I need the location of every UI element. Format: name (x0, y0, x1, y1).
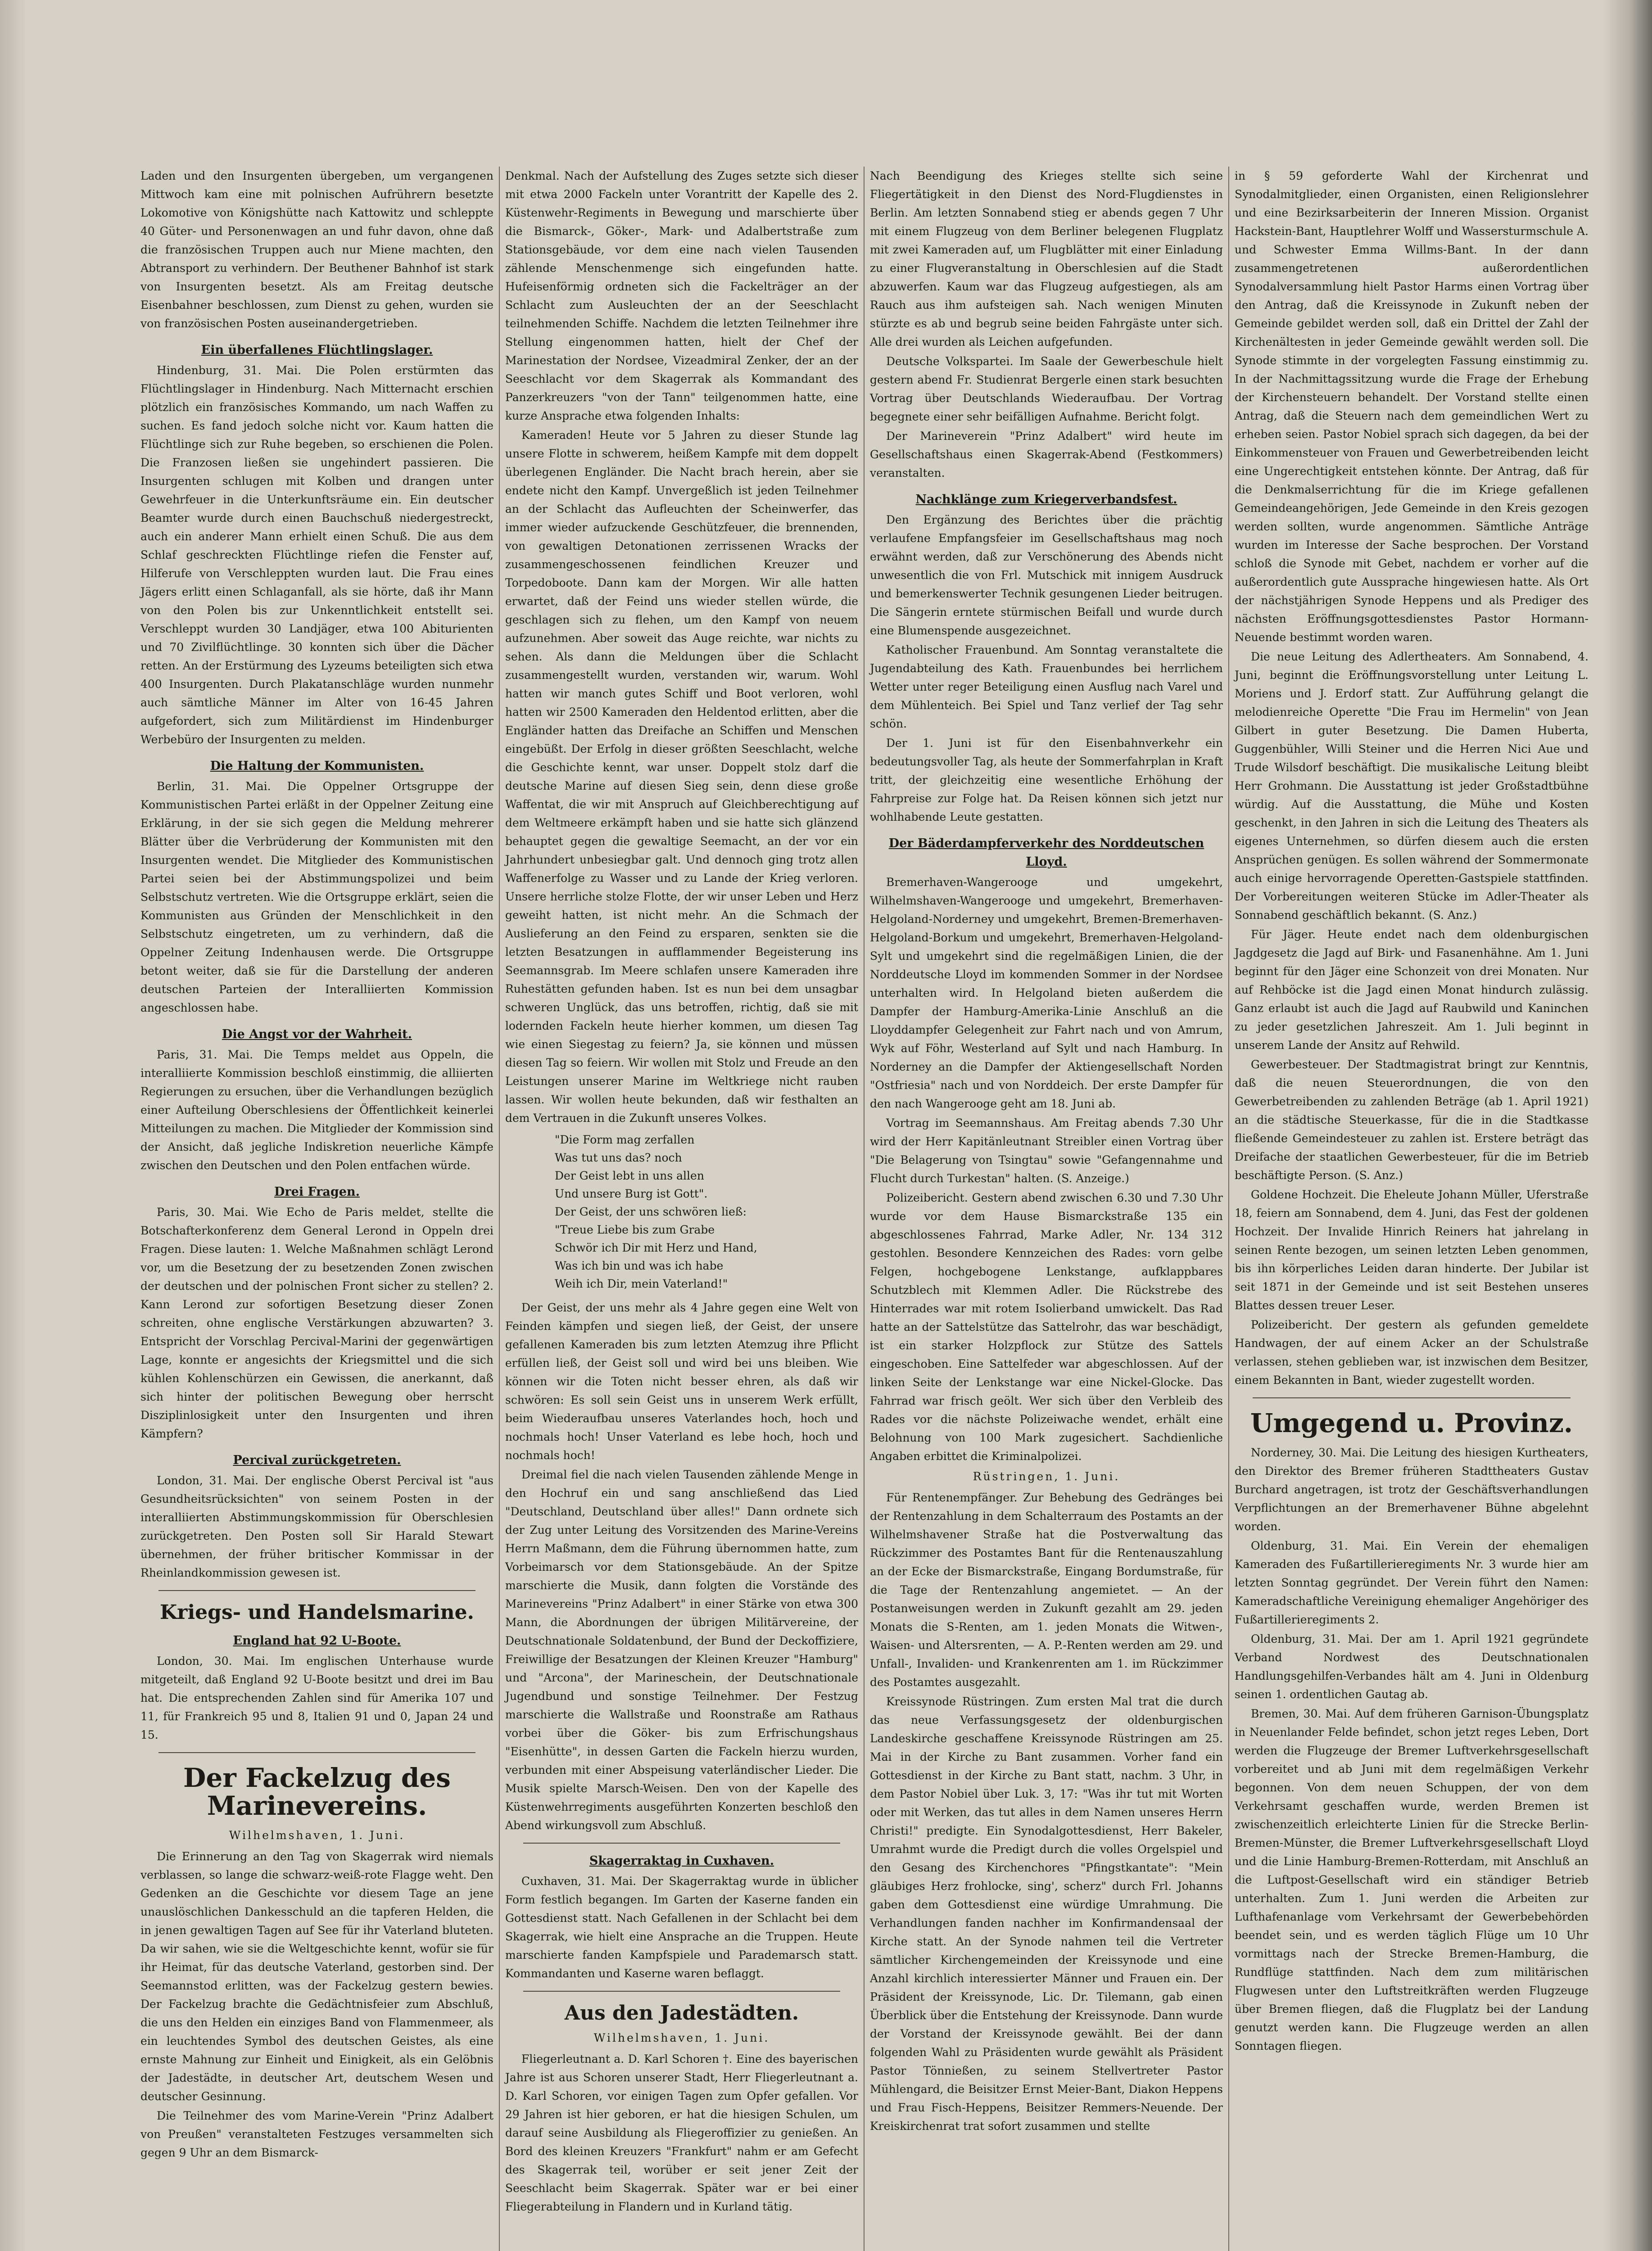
article-paragraph: London, 31. Mai. Der englische Oberst Percival ist "aus Gesundheitsrücksichten" von seinem Posten in der interalliierten Abstimmungskommission für Oberschlesien zurückgetreten. Den Posten soll Sir Harald Stewart übernehmen, der früher britischer Kommissar in der Rheinlandkommission gewesen ist. (140, 1474, 493, 1579)
headline: Ein überfallenes Flüchtlingslager. (201, 343, 433, 357)
article-paragraph: Bremerhaven-Wangerooge und umgekehrt, Wilhelmshaven-Wangerooge und umgekehrt, Bremerhaven-Helgoland-Norderney und umgekehrt, Bremen-Bremerhaven-Helgoland-Borkum und umgekehrt, Bremerhaven-Helgoland-Sylt und umgekehrt sind die regelmäßigen Linien, die der Norddeutsche Lloyd im kommenden Sommer in der Nordsee unterhalten wird. In Helgoland bieten außerdem die Dampfer der Hamburg-Amerika-Linie Anschluß an die Lloyddampfer Gelegenheit zur Fahrt nach und von Amrum, Wyk auf Föhr, Westerland auf Sylt und nach Hamburg. In Norderney an die Dampfer der Aktiengesellschaft Norden "Ostfriesia" nach und von Norddeich. Der erste Dampfer für den nach Wangerooge geht am 18. Juni ab. (870, 876, 1223, 1110)
poem-line: Was ich bin und was ich habe (555, 1259, 724, 1272)
column-1 (135, 167, 500, 2251)
article-paragraph: Goldene Hochzeit. Die Eheleute Johann Müller, Uferstraße 18, feiern am Sonnabend, dem 4. Juni, das Fest der goldenen Hochzeit. Der Invalide Hinrich Reiners hat jahrelang in seinen Rente bezogen, um seinen letzten Leben genommen, bis ihn körperliches Leiden daran hinderte. Der Jubilar ist seit 1871 in der Gemeinde und ist seit Bestehen unseres Blattes dessen treuer Leser. (1235, 1188, 1589, 1312)
article-paragraph: Die Erinnerung an den Tag von Skagerrak wird niemals verblassen, so lange die schwarz-weiß-rote Flagge weht. Den Gedenken an die Geschichte vor diesem Tage an jene unauslöschlichen Dankesschuld an die tapferen Helden, die in jenen gewaltigen Tagen auf See für ihr Vaterland bluteten. Da wir sahen, wie sie die Weltgeschichte kennt, wofür sie für ihr Heimat, für das deutsche Vaterland, gestorben sind. Der Seemannstod erlitten, was der Fackelzug gestern bewies. Der Fackelzug brachte die Gedächtnisfeier zum Abschluß, die uns den Helden ein einziges Band von Flammenmeer, als ein leuchtendes Symbol des deutschen Geistes, als eine ernste Mahnung zur Einheit und Einigkeit, als ein Gelöbnis der Jadestädte, in deutscher Art, deutschem Wesen und deutscher Gesinnung. (140, 1850, 493, 2103)
article-paragraph: London, 30. Mai. Im englischen Unterhause wurde mitgeteilt, daß England 92 U-Boote besitzt und drei im Bau hat. Die entsprechenden Zahlen sind für Amerika 107 und 11, für Frankreich 95 und 8, Italien 91 und 0, Japan 24 und 15. (140, 1654, 493, 1741)
article-paragraph: Den Ergänzung des Berichtes über die prächtig verlaufene Empfangsfeier im Gesellschaftshaus mag noch erwähnt werden, daß zur Verschönerung des Abends nicht unwesentlich die von Frl. Mutschick mit innigem Ausdruck und bemerkenswerter Technik gesungenen Lieder beitrugen. Die Sängerin erntete stürmischen Beifall und wurde durch eine Blumenspende ausgezeichnet. (870, 513, 1223, 637)
article-paragraph: Der 1. Juni ist für den Eisenbahnverkehr ein bedeutungsvoller Tag, als heute der Sommerfahrplan in Kraft tritt, der gleichzeitig eine wesentliche Erhöhung der Fahrpreise zur Folge hat. Da Reisen können sich jetzt nur wohlhabende Leute gestatten. (870, 737, 1223, 823)
dateline: Wilhelmshaven, 1. Juni. (593, 2031, 770, 2044)
poem-line: Der Geist, der uns schwören ließ: (555, 1205, 747, 1218)
column-2 (500, 167, 864, 2251)
article-paragraph: Der Marineverein "Prinz Adalbert" wird heute im Gesellschaftshaus einen Skagerrak-Abend (Festkommers) veranstalten. (870, 429, 1223, 479)
headline: England hat 92 U-Boote. (233, 1634, 401, 1648)
headline: Der Bäderdampferverkehr des Norddeutschen Lloyd. (888, 836, 1204, 869)
article-paragraph: Laden und den Insurgenten übergeben, um vergangenen Mittwoch kam eine mit polnischen Aufrührern besetzte Lokomotive von Königshütte nach Kattowitz und schleppte 40 Güter- und Personenwagen an und fuhr davon, ohne daß die französischen Truppen auch nur Miene machten, den Abtransport zu verhindern. Der Beuthener Bahnhof ist stark von Insurgenten besetzt. Als am Freitag deutsche Eisenbahner beschlossen, zum Dienst zu gehen, wurden sie von französischen Posten auseinandergetrieben. (140, 169, 493, 330)
article-paragraph: Für Jäger. Heute endet nach dem oldenburgischen Jagdgesetz die Jagd auf Birk- und Fasanenhähne. Am 1. Juni beginnt für den Jäger eine Schonzeit von drei Monaten. Nur auf Rehböcke ist die Jagd einen Monat hindurch zulässig. Ganz erlaubt ist auch die Jagd auf Raubwild und Kaninchen zu jeder gesetzlichen Jahreszeit. Am 1. Juli beginnt in unserem Lande der Ansitz auf Rehwild. (1235, 928, 1589, 1052)
column-4 (1229, 167, 1594, 2251)
article-paragraph: in § 59 geforderte Wahl der Kirchenrat und Synodalmitglieder, einen Organisten, einen Religionslehrer und eine Bezirksarbeiterin der Inneren Mission. Organist Hackstein-Bant, Hauptlehrer Wolff und Wassersturmschule A. und Schwester Emma Willms-Bant. In der dann zusammengetretenen außerordentlichen Synodalversammlung hielt Pastor Harms einen Vortrag über den Antrag, daß die Kreissynode in Zukunft neben der Gemeinde gebildet werden soll, daß ein Drittel der Zahl der Kirchenältesten in jeder Gemeinde gewählt werden soll. Die Synode stimmte in der vorgelegten Fassung einstimmig zu. In der Nachmittagssitzung wurde die Frage der Erhebung der Kirchensteuern behandelt. Der Vorstand stellte einen Antrag, daß die Steuern nach dem gemeindlichen Wert zu erheben seien. Pastor Nobiel sprach sich dagegen, da bei der Einkommensteuer von Frauen und Gewerbetreibenden leicht eine Ungerechtigkeit entstehen könnte. Der Antrag, daß für die Denkmalserrichtung für die im Kriege gefallenen Gemeindeangehörigen, Jede Gemeinde in den Kreis gezogen werden sollten, wurde angenommen. Sämtliche Anträge wurden im Interesse der Sache besprochen. Der Vorstand schloß die Synode mit Gebet, nachdem er vorher auf die außerordentlich gute Aussprache hingewiesen hatte. Als Ort der nächstjährigen Synode Heppens und als Prediger des nächsten Eröffnungsgottesdienstes Pastor Hormann-Neuende bestimmt worden waren. (1235, 169, 1589, 644)
poem-line: Und unsere Burg ist Gott". (555, 1187, 708, 1200)
column-3 (864, 167, 1229, 2251)
poem-line: Weih ich Dir, mein Vaterland!" (555, 1277, 728, 1290)
article-paragraph: Kameraden! Heute vor 5 Jahren zu dieser Stunde lag unsere Flotte in schwerem, heißem Kampfe mit dem doppelt überlegenen Engländer. Die Nacht brach herein, aber sie endete nicht den Kampf. Unvergeßlich ist jeden Teilnehmer an der Schlacht das Aufleuchten der Scheinwerfer, das immer wieder aufzuckende Geschützfeuer, die brennenden, von gewaltigen Detonationen zerrissenen Wracks der zusammengeschossenen feindlichen Kreuzer und Torpedoboote. Dann kam der Morgen. Wir alle hatten erwartet, daß der Feind uns wieder stellen würde, die geschlagen sich zu flehen, um den Kampf von neuem aufzunehmen. Aber soweit das Auge reichte, war nichts zu sehen. Als dann die Meldungen über die Schlacht zusammengestellt wurden, verstanden wir, warum. Wohl hatten wir manch gutes Schiff und Boot verloren, wohl hatten wir 2500 Kameraden den Heldentod erlitten, aber die Engländer hatten das Dreifache an Schiffen und Menschen eingebüßt. Der Erfolg in dieser größten Seeschlacht, welche die Geschichte kennt, war unser. Doppelt stolz darf die deutsche Marine auf diesen Sieg sein, denn diese große Waffentat, die wir mit Anspruch auf Gleichberechtigung auf dem Weltmeere erkämpft haben und sie hatte sich glänzend behauptet gegen die gewaltige Seemacht, an der vor ein Jahrhundert unbesiegbar galt. Und dennoch ging trotz allen Waffenerfolge zu Wasser und zu Lande der Krieg verloren. Unsere herrliche stolze Flotte, der wir unser Leben und Herz geweiht hatten, ist nicht mehr. An die Schmach der Auslieferung an den Feind zu ersparen, senkten sie die letzten Besatzungen in aufflammender Begeisterung ins Seemannsgrab. Im Meere schlafen unsere Kameraden ihre Ruhestätten gefunden haben. Ist es nun bei dem unsagbar schweren Unglück, das uns betroffen, richtig, daß sie mit lodernden Fackeln heute hierher kommen, um diesen Tag wie einen Siegestag zu feiern? Ja, sie können und müssen diesen Tag so feiern. Wir wollen mit Stolz und Freude an den Leistungen unserer Marine im Weltkriege nicht rauben lassen. Wir wollen heute bekunden, daß wir festhalten an dem Vertrauen in die Zukunft unseres Volkes. (505, 429, 858, 1125)
dateline: Wilhelmshaven, 1. Juni. (229, 1829, 405, 1842)
headline: Nachklänge zum Kriegerverbandsfest. (915, 493, 1177, 506)
article-paragraph: Oldenburg, 31. Mai. Ein Verein der ehemaligen Kameraden des Fußartillerieregiments Nr. 3 wurde hier am letzten Sonntag gegründet. Der Verein führt den Namen: Kameradschaftliche Vereinigung ehemaliger Angehöriger des Fußartillerieregiments 2. (1235, 1539, 1589, 1626)
article-paragraph: Paris, 30. Mai. Wie Echo de Paris meldet, stellte die Botschafterkonferenz dem General Lerond in Oppeln drei Fragen. Diese lauten: 1. Welche Maßnahmen schlägt Lerond vor, um die Besetzung der zu besetzenden Zonen zwischen der deutschen und der polnischen Front sicher zu stellen? 2. Kann Lerond zur sofortigen Besetzung dieser Zonen schreiten, ohne englische Verstärkungen abzuwarten? 3. Entspricht der Vorschlag Percival-Marini der gegenwärtigen Lage, konnte er angesichts der Kriegsmittel und die sich kühlen Kohlenschürzen ein Gewissen, die anerkannt, daß sich hinter der politischen Bewegung ober herrscht Disziplinlosigkeit unter den Insurgenten und ihren Kämpfern? (140, 1206, 493, 1440)
article-paragraph: Deutsche Volkspartei. Im Saale der Gewerbeschule hielt gestern abend Fr. Studienrat Bergerle einen stark besuchten Vortrag über Deutschlands Wiederaufbau. Der Vortrag begegnete einer sehr beifälligen Aufnahme. Bericht folgt. (870, 355, 1223, 423)
headline: Skagerraktag in Cuxhaven. (589, 1854, 774, 1868)
newspaper-page (135, 135, 1630, 2251)
headline: Die Angst vor der Wahrheit. (222, 1027, 412, 1041)
poem-line: Der Geist lebt in uns allen (555, 1169, 704, 1182)
article-paragraph: Cuxhaven, 31. Mai. Der Skagerraktag wurde in üblicher Form festlich begangen. Im Garten der Kaserne fanden ein Gottesdienst statt. Nach Gefallenen in der Schlacht bei dem Skagerrak, wie hielt eine Ansprache an die Truppen. Heute marschierte fanden Kampfspiele und Parademarsch statt. Kommandanten und Kaserne waren beflaggt. (505, 1875, 858, 1980)
article-paragraph: Vortrag im Seemannshaus. Am Freitag abends 7.30 Uhr wird der Herr Kapitänleutnant Streibler einen Vortrag über "Die Belagerung von Tsingtau" sowie "Gefangennahme und Flucht durch Turkestan" halten. (S. Anzeige.) (870, 1116, 1223, 1185)
article-paragraph: Die Teilnehmer des vom Marine-Verein "Prinz Adalbert von Preußen" veranstalteten Festzuges versammelten sich gegen 9 Uhr an dem Bismarck- (140, 2109, 493, 2159)
divider (158, 1590, 475, 1591)
article-paragraph: Katholischer Frauenbund. Am Sonntag veranstaltete die Jugendabteilung des Kath. Frauenbundes bei herrlichem Wetter unter reger Beteiligung einen Ausflug nach Varel und dem Mühlenteich. Bei Spiel und Tanz verlief der Tag sehr schön. (870, 643, 1223, 730)
headline: Die Haltung der Kommunisten. (210, 759, 424, 773)
article-paragraph: Polizeibericht. Gestern abend zwischen 6.30 und 7.30 Uhr wurde vor dem Hause Bismarckstraße 135 ein abgeschlossenes Fahrrad, Marke Adler, Nr. 134 312 gestohlen. Besondere Kennzeichen des Rades: vorn gelbe Felgen, hochgebogene Lenkstange, aufklappbares Schutzblech mit Klemmen Adler. Die Rückstrebe des Hinterrades war mit rotem Isolierband umwickelt. Das Rad hatte an der Sattelstütze das Sattelrohr, das war beschädigt, ist ein starker Holzpflock zur Stütze des Sattels eingeschoben. Eine Sattelfeder war abgeschlossen. Auf der linken Seite der Lenkstange war eine Nickel-Glocke. Das Fahrrad war frisch geölt. Wer sich über den Verbleib des Rades vor die nächste Polizeiwache wendet, erhält eine Belohnung von 100 Mark zugesichert. Sachdienliche Angaben erbittet die Kriminalpolizei. (870, 1191, 1223, 1463)
columns (135, 167, 1621, 2251)
article-paragraph: Fliegerleutnant a. D. Karl Schoren †. Eine des bayerischen Jahre ist aus Schoren unserer Stadt, Herr Fliegerleutnant a. D. Karl Schoren, vor einigen Tagen zum Opfer gefallen. Vor 29 Jahren ist hier geboren, er hat die hiesigen Schulen, um darauf seine Ausbildung als Fliegeroffizier zu genießen. An Bord des kleinen Kreuzers "Frankfurt" nahm er am Gefecht des Skagerrak teil, worüber er seit jener Zeit der Seeschlacht beim Skagerrak. Später war er bei einer Fliegerabteilung in Flandern und in Kurland tätig. (505, 2052, 858, 2213)
section-heading: Der Fackelzug des Marinevereins. (183, 1763, 451, 1821)
article-paragraph: Denkmal. Nach der Aufstellung des Zuges setzte sich dieser mit etwa 2000 Fackeln unter Vorantritt der Kapelle des 2. Küstenwehr-Regiments in Bewegung und marschierte über die Bismarck-, Göker-, Mark- und Adalbertstraße zum Stationsgebäude, vor dem eine nach vielen Tausenden zählende Menschenmenge sich eingefunden hatte. Hufeisenförmig ordneten sich die Fackelträger an der Schlacht zum Ausleuchten der an der Seeschlacht teilnehmenden Schiffe. Nachdem die letzten Teilnehmer ihre Stellung eingenommen hatten, hielt der Chef der Marinestation der Nordsee, Vizeadmiral Zenker, der an der Seeschlacht vor dem Skagerrak als Kommandant des Panzerkreuzers "von der Tann" teilgenommen hatte, eine kurze Ansprache etwa folgenden Inhalts: (505, 169, 858, 422)
poem-line: "Treue Liebe bis zum Grabe (555, 1223, 715, 1236)
article-paragraph: Der Geist, der uns mehr als 4 Jahre gegen eine Welt von Feinden kämpfen und siegen ließ, der Geist, der unsere gefallenen Kameraden bis zum letzten Atemzug ihre Pflicht erfüllen ließ, der Geist soll und wird bei uns bleiben. Wie können wir die Toten nicht besser ehren, als daß wir schwören: Es soll sein Geist uns in unserem Werk erfüllt, beim Wiederaufbau unseres Vaterlandes hoch, hoch und nochmals hoch! Unser Vaterland es lebe hoch, hoch und nochmals hoch! (505, 1301, 858, 1462)
article-paragraph: Dreimal fiel die nach vielen Tausenden zählende Menge in den Hochruf ein und sang anschließend das Lied "Deutschland, Deutschland über alles!" Dann ordnete sich der Zug unter Leitung des Vorsitzenden des Marine-Vereins Herrn Maßmann, dem die Führung übernommen hatte, zum Vorbeimarsch vor dem Stationsgebäude. An der Spitze marschierte die Musik, dann folgten die Vorstände des Marinevereins "Prinz Adalbert" in einer Stärke von etwa 300 Mann, die Abordnungen der übrigen Militärvereine, der Deutschnationale Soldatenbund, der Bund der Deckoffiziere, Freiwillige der Besatzungen der Kleinen Kreuzer "Hamburg" und "Arcona", der Marineschein, der Deutschnationale Jugendbund und sonstige Teilnehmer. Der Festzug marschierte die Wallstraße und Roonstraße am Rathaus vorbei über die Göker- bis zum Erfrischungshaus "Eisenhütte", in dessen Garten die Fackeln hierzu wurden, verbunden mit einer Abspeisung vaterländischer Lieder. Die Musik spielte Marsch-Weisen. Den von der Kapelle des Küstenwehrregiments ausgeführten Konzerten beschloß den Abend wirkungsvoll zum Abschluß. (505, 1468, 858, 1832)
article-paragraph: Für Rentenempfänger. Zur Behebung des Gedränges bei der Rentenzahlung in dem Schalterraum des Postamts an der Wilhelmshavener Straße hat die Postverwaltung das Rückzimmer des Postamtes Bant für die Rentenauszahlung an der Ecke der Bismarckstraße, Eingang Bordumstraße, für die Tage der Rentenzahlung angemietet. — An der Postanweisungen werden in Zukunft gezahlt am 29. jeden Monats die S-Renten, am 1. jeden Monats die Witwen-, Waisen- und Altersrenten, — A. P.-Renten werden am 29. und Unfall-, Invaliden- und Krankenrenten am 1. im Rückzimmer des Postamtes ausgezahlt. (870, 1491, 1223, 1689)
headline: Drei Fragen. (274, 1185, 360, 1199)
article-paragraph: Norderney, 30. Mai. Die Leitung des hiesigen Kurtheaters, den Direktor des Bremer früheren Stadttheaters Gustav Burchard angetragen, ist trotz der Geschäftsverhandlungen Verpflichtungen an der Bremerhavener Bühne abgelehnt worden. (1235, 1446, 1589, 1533)
article-paragraph: Nach Beendigung des Krieges stellte sich seine Fliegertätigkeit in den Dienst des Nord-Flugdienstes in Berlin. Am letzten Sonnabend stieg er abends gegen 7 Uhr mit einem Flugzeug von dem Berliner belegenen Flugplatz mit zwei Kameraden auf, um Flugblätter mit einer Einladung zu einer Flugveranstaltung in Oberschlesien auf die Stadt abzuwerfen. Kaum war das Flugzeug aufgestiegen, als am Rauch aus ihm aufsteigen sah. Nach wenigen Minuten stürzte es ab und begrub seine beiden Fahrgäste unter sich. Alle drei wurden als Leichen aufgefunden. (870, 169, 1223, 348)
article-paragraph: Berlin, 31. Mai. Die Oppelner Ortsgruppe der Kommunistischen Partei erläßt in der Oppelner Zeitung eine Erklärung, in der sie sich gegen die Meldung mehrerer Blätter über die Verbrüderung der Kommunisten mit den Insurgenten wendet. Die Mitglieder des Kommunistischen Partei seien bei der Abstimmungspolizei und beim Selbstschutz vertreten. Wie die Ortsgruppe erklärt, seien die Kommunisten aus Gründen der Menschlichkeit in den Selbstschutz eingetreten, um zu verhindern, daß die Oppelner Zeitung Indenhausen werde. Die Ortsgruppe betont weiter, daß sie für die Darstellung der anderen deutschen Parteien der Interalliierten Kommission angeschlossen habe. (140, 780, 493, 1014)
poem-line: Schwör ich Dir mit Herz und Hand, (555, 1241, 757, 1254)
divider (158, 1752, 475, 1753)
poem-line: Was tut uns das? noch (555, 1151, 682, 1164)
poem (505, 1131, 858, 1293)
dateline: Rüstringen, 1. Juni. (973, 1470, 1120, 1483)
article-paragraph: Polizeibericht. Der gestern als gefunden gemeldete Handwagen, der auf einem Acker an der Schulstraße verlassen, stehen geblieben war, ist inzwischen dem Besitzer, einem Bekannten in Bant, wieder zugestellt worden. (1235, 1318, 1589, 1387)
section-heading: Aus den Jadestädten. (564, 2002, 799, 2025)
article-paragraph: Gewerbesteuer. Der Stadtmagistrat bringt zur Kenntnis, daß die neuen Steuerordnungen, die von den Gewerbetreibenden zu zahlenden Beträge (ab 1. April 1921) an die städtische Steuerkasse, für die in die Stadtkasse fließende Gemeindesteuer zu zahlen ist. Erstere beträgt das Dreifache der staatlichen Gewerbesteuer, für die im Betrieb beschäftigte Person. (S. Anz.) (1235, 1058, 1589, 1182)
headline: Percival zurückgetreten. (233, 1453, 401, 1467)
article-paragraph: Kreissynode Rüstringen. Zum ersten Mal trat die durch das neue Verfassungsgesetz der oldenburgischen Landeskirche geschaffene Kreissynode Rüstringen am 25. Mai in der Kirche zu Bant zusammen. Vorher fand ein Gottesdienst in der Kirche zu Bant statt, nachm. 3 Uhr, in dem Pastor Nobiel über Luk. 3, 17: "Was ihr tut mit Worten oder mit Werken, das tut alles in dem Namen unseres Herrn Christi!" predigte. Ein Synodalgottesdienst, Herr Bakeler, Umrahmt wurde die Predigt durch die volles Orgelspiel und den Gesang des Kirchenchores "Pfingstkantate": "Mein gläubiges Herz frohlocke, sing', scherz" durch Frl. Johanns gaben dem Gottesdienst eine würdige Umrahmung. Die Verhandlungen fanden nachher im Konfirmandensaal der Kirche statt. An der Synode nahmen teil die Vertreter sämtlicher Kirchengemeinden der Kreissynode und eine Anzahl kirchlich interessierter Männer und Frauen ein. Der Präsident der Kreissynode, Lic. Dr. Tilemann, gab einen Überblick über die Entstehung der Kreissynode. Dann wurde der Vorstand der Kreissynode gewählt. Bei der dann folgenden Wahl zu Präsidenten wurde gewählt als Präsident Pastor Tönnießen, zu seinem Stellvertreter Pastor Mühlengard, die Beisitzer Ernst Meier-Bant, Diakon Heppens und Frau Fisch-Heppens, Beisitzer Remmers-Neuende. Der Kreiskirchenrat trat sofort zusammen und stellte (870, 1695, 1223, 2133)
divider (523, 1843, 840, 1844)
poem-line: "Die Form mag zerfallen (555, 1133, 695, 1146)
divider (1253, 1397, 1571, 1398)
article-paragraph: Paris, 31. Mai. Die Temps meldet aus Oppeln, die interalliierte Kommission beschloß einstimmig, die alliierten Regierungen zu ersuchen, über die Verhandlungen bezüglich einer Aufteilung Oberschlesiens der Öffentlichkeit keinerlei Mitteilungen zu machen. Die Mitglieder der Kommission sind der Ansicht, daß jegliche Indiskretion neuerliche Kämpfe zwischen den Deutschen und den Polen entfachen würde. (140, 1048, 493, 1172)
article-paragraph: Bremen, 30. Mai. Auf dem früheren Garnison-Übungsplatz in Neuenlander Felde befindet, schon jetzt reges Leben, Dort werden die Flugzeuge der Bremer Luftverkehrsgesellschaft vorbereitet und ab Juni mit dem regelmäßigen Verkehr begonnen. Von dem neuen Schuppen, der von dem Verkehrsamt geschaffen wurde, werden Bremen ist zwischenzeitlich erleichterte Linien für die Strecke Berlin-Bremen-Münster, die Bremer Luftverkehrsgesellschaft Lloyd und die Linie Hamburg-Bremen-Rotterdam, mit Anschluß an die Luftpost-Gesellschaft wird ein ständiger Betrieb unterhalten. Zum 1. Juni werden die Arbeiten zur Lufthafenanlage vom Verkehrsamt der Gewerbebehörden beendet sein, und es werden täglich Flüge um 10 Uhr vormittags nach der Strecke Bremen-Hamburg, die Rundflüge stattfinden. Nach dem zum militärischen Flugwesen unter den Luftstreitkräften werden Flugzeuge über Bremen fliegen, daß die Flugplatz bei der Landung genutzt werden kann. Die Flugzeuge werden an allen Sonntagen fliegen. (1235, 1707, 1589, 2052)
section-heading: Kriegs- und Handelsmarine. (160, 1601, 474, 1624)
section-heading: Umgegend u. Provinz. (1250, 1408, 1573, 1438)
article-paragraph: Oldenburg, 31. Mai. Der am 1. April 1921 gegründete Verband Nordwest des Deutschnationalen Handlungsgehilfen-Verbandes hält am 4. Juni in Oldenburg seinen 1. ordentlichen Gautag ab. (1235, 1632, 1589, 1701)
article-paragraph: Hindenburg, 31. Mai. Die Polen erstürmten das Flüchtlingslager in Hindenburg. Nach Mitternacht erschien plötzlich ein französisches Kommando, um nach Waffen zu suchen. Es fand jedoch solche nicht vor. Kaum hatten die Flüchtlinge sich zur Ruhe begeben, so erschienen die Polen. Die Franzosen ließen sie ungehindert passieren. Die Insurgenten schlugen mit Kolben und drangen unter Gewehrfeuer in die Unterkunftsräume ein. Ein deutscher Beamter wurde durch einen Bauchschuß niedergestreckt, auch ein anderer Mann erhielt einen Schuß. Die aus dem Schlaf geschreckten Flüchtlinge riefen die Fenster auf, Hilferufe von Verschleppten wurden laut. Die Frau eines Jägers erlitt einen Schlaganfall, als sie hörte, daß ihr Mann von den Polen bis zur Unkenntlichkeit entstellt sei. Verschleppt wurden 30 Landjäger, etwa 100 Abiturienten und 70 Zivilflüchtlinge. 30 konnten sich über die Dächer retten. An der Erstürmung des Lyzeums beteiligten sich etwa 400 Insurgenten. Durch Plakatanschläge wurden nunmehr auch sämtliche Männer im Alter von 16-45 Jahren aufgefordert, sich zum Militärdienst im Hindenburger Werbebüro der Insurgenten zu melden. (140, 364, 493, 746)
article-paragraph: Die neue Leitung des Adlertheaters. Am Sonnabend, 4. Juni, beginnt die Eröffnungsvorstellung unter Leitung L. Moriens und J. Erdorf statt. Zur Aufführung gelangt die melodienreiche Operette "Die Frau im Hermelin" von Jean Gilbert in guter Besetzung. Die Damen Huberta, Guggenbühler, Willi Steiner und die Herren Nici Aue und Trude Wilsdorf beschäftigt. Die musikalische Leitung bleibt Herr Grohmann. Die Ausstattung ist jeder Großstadtbühne würdig. Auf die Ausstattung, die Mühe und Kosten geschenkt, in den Jahren in sich die Leitung des Theaters als eigenes Unternehmen, so dürfen diesem auch die ersten Ansprüchen genügen. Es sollen während der Sommermonate auch einige hervorragende Operetten-Gastspiele stattfinden. Der Vorbereitungen weiteren Stücke im Adler-Theater als Sonnabend geschäftlich bekannt. (S. Anz.) (1235, 650, 1589, 922)
divider (523, 1991, 840, 1992)
